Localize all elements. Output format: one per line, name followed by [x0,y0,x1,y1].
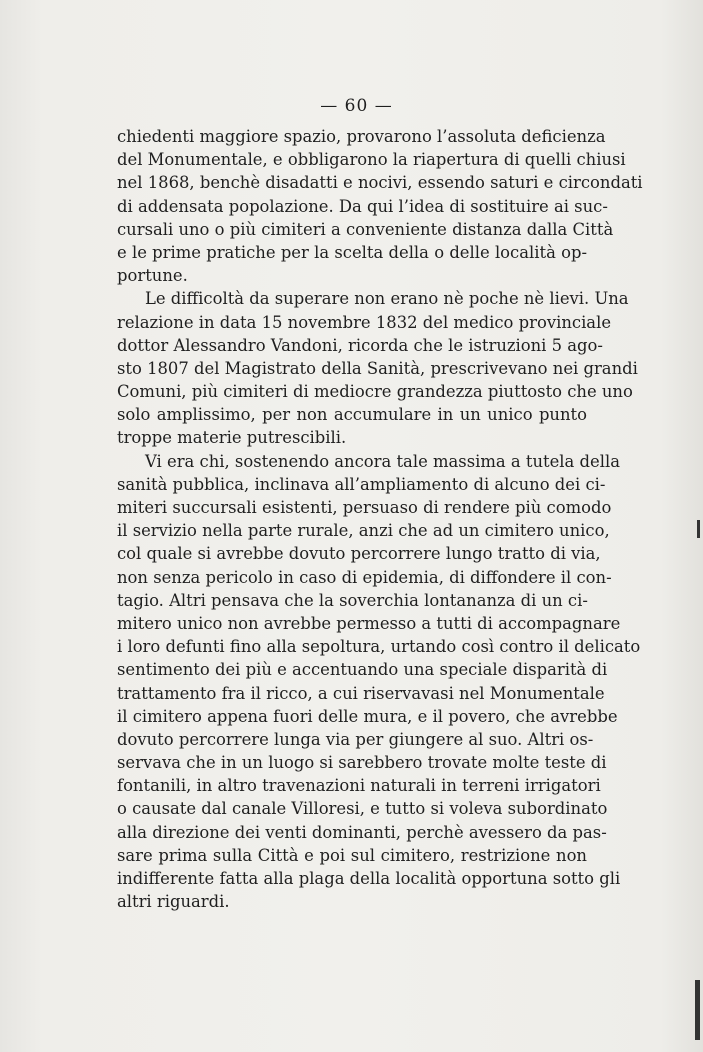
page-number: — 60 — [320,96,393,116]
text-line: miteri succursali esistenti, persuaso di rendere più comodo [117,498,612,517]
scan-edge-mark [697,520,700,538]
text-line: chiedenti maggiore spazio, provarono l’assoluta deficienza [117,127,606,146]
text-line: nel 1868, benchè disadatti e nocivi, essendo saturi e circondati [117,173,643,193]
text-line: di addensata popolazione. Da qui l’idea di sostituire ai suc- [117,196,608,216]
text-line: sentimento dei più e accentuando una speciale disparità di [117,660,608,680]
text-line: sare prima sulla Città e poi sul cimitero, restrizione non [117,845,587,865]
text-line: tagio. Altri pensava che la soverchia lontananza di un ci- [117,590,588,610]
text-line: servava che in un luogo si sarebbero trovate molte teste di [117,753,607,773]
text-line: fontanili, in altro travenazioni naturali in terreni irrigatori [117,776,601,796]
text-line: il cimitero appena fuori delle mura, e il povero, che avrebbe [117,706,618,726]
text-line: sanità pubblica, inclinava all’ampliamento di alcuno dei ci- [117,474,606,494]
text-line: Comuni, più cimiteri di mediocre grandezza piuttosto che uno [117,382,633,402]
text-line: e le prime pratiche per la scelta della o delle località op- [117,242,587,262]
text-line: alla direzione dei venti dominanti, perchè avessero da pas- [117,822,607,842]
text-line: troppe materie putrescibili. [117,428,347,448]
body-text [117,125,643,913]
text-line: dottor Alessandro Vandoni, ricorda che le istruzioni 5 ago- [117,335,603,355]
text-line: relazione in data 15 novembre 1832 del medico provinciale [117,312,612,332]
text-line: indifferente fatta alla plaga della località opportuna sotto gli [117,869,621,888]
text-line: dovuto percorrere lunga via per giungere al suo. Altri os- [117,729,594,749]
text-line: il servizio nella parte rurale, anzi che ad un cimitero unico, [117,521,610,541]
text-line: col quale si avrebbe dovuto percorrere lungo tratto di via, [117,544,601,564]
text-line: altri riguardi. [117,892,230,912]
text-line: trattamento fra il ricco, a cui riservavasi nel Monumentale [117,683,605,703]
text-line: del Monumentale, e obbligarono la riapertura di quelli chiusi [117,150,626,170]
text-line: cursali uno o più cimiteri a conveniente distanza dalla Città [117,219,614,239]
text-line: i loro defunti fino alla sepoltura, urtando così contro il delicato [117,637,641,657]
text-line: sto 1807 del Magistrato della Sanità, prescrivevano nei grandi [117,358,638,378]
text-line: mitero unico non avrebbe permesso a tutti di accompagnare [117,613,621,633]
scan-edge-mark [695,980,700,1040]
text-line: Le difficoltà da superare non erano nè poche nè lievi. Una [145,289,629,309]
text-line: solo amplissimo, per non accumulare in un unico punto [117,405,587,425]
text-line: o causate dal canale Villoresi, e tutto si voleva subordinato [117,799,608,819]
text-line: Vi era chi, sostenendo ancora tale massima a tutela della [145,451,620,471]
text-line: non senza pericolo in caso di epidemia, di diffondere il con- [117,567,612,587]
text-line: portune. [117,266,188,286]
